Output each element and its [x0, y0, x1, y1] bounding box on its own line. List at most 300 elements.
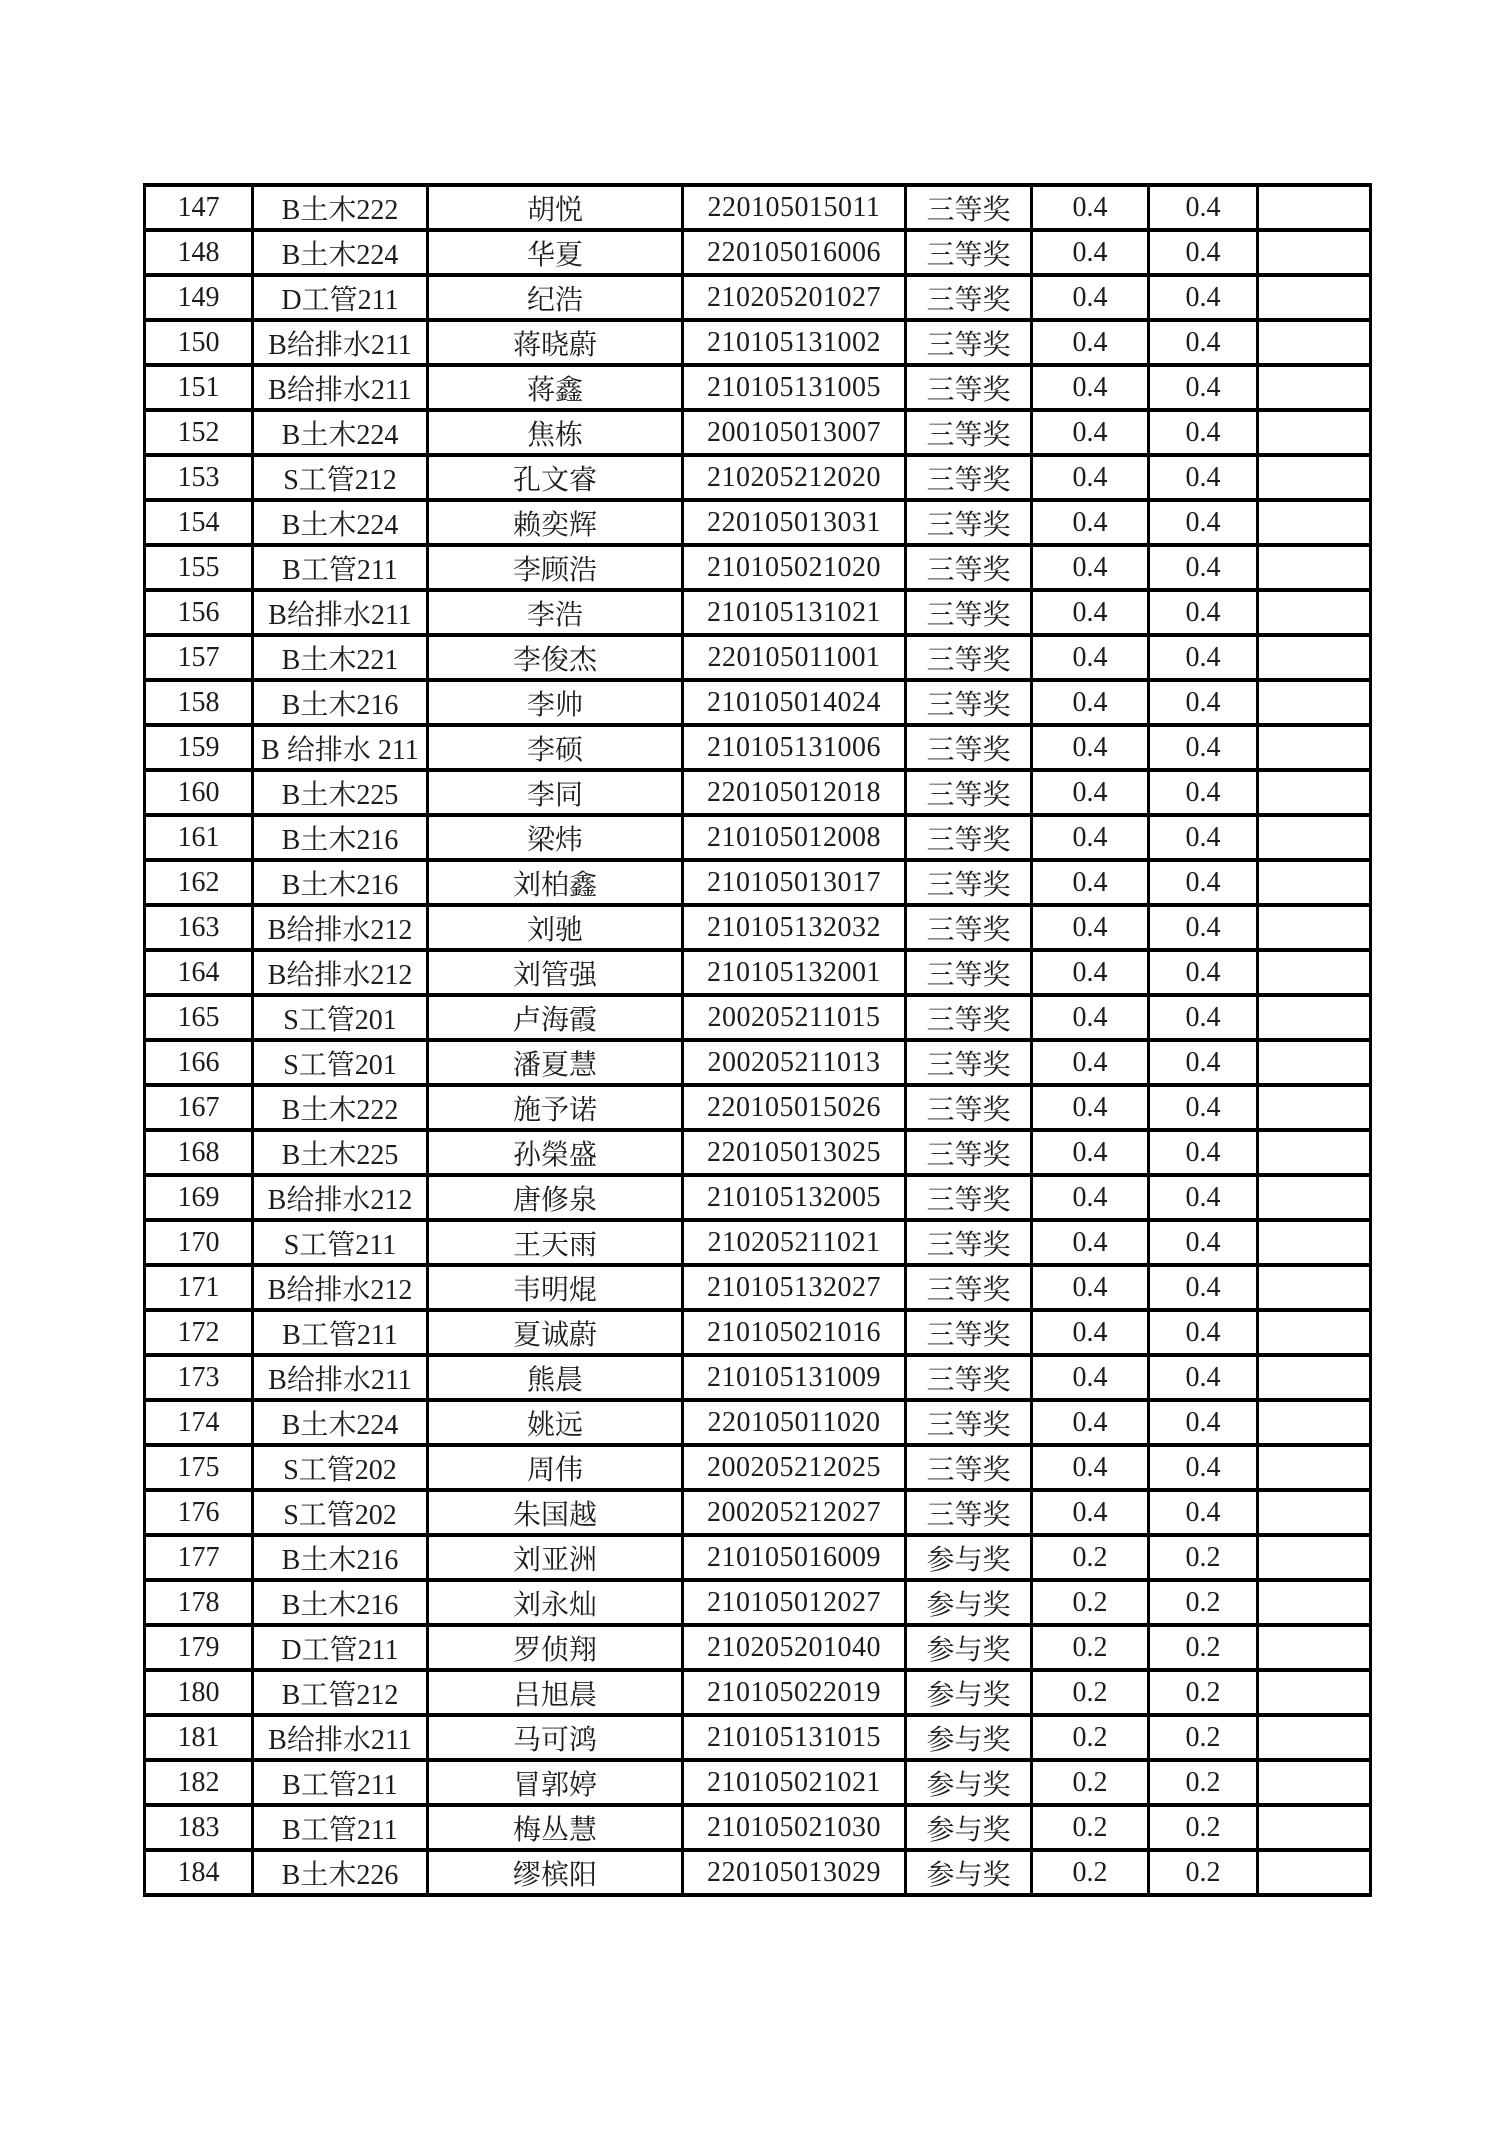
cell-name: 周伟: [428, 1445, 683, 1490]
cell-award: 参与奖: [906, 1715, 1032, 1760]
cell-id: 210105131002: [683, 320, 906, 365]
cell-no: 149: [145, 275, 253, 320]
cell-score2: 0.4: [1149, 275, 1258, 320]
cell-award: 三等奖: [906, 1400, 1032, 1445]
cell-score2: 0.4: [1149, 995, 1258, 1040]
cell-score1: 0.4: [1032, 815, 1149, 860]
cell-id: 220105013031: [683, 500, 906, 545]
cell-name: 王天雨: [428, 1220, 683, 1265]
cell-no: 157: [145, 635, 253, 680]
cell-name: 刘驰: [428, 905, 683, 950]
cell-name: 李帅: [428, 680, 683, 725]
cell-score2: 0.4: [1149, 230, 1258, 275]
cell-score1: 0.4: [1032, 1400, 1149, 1445]
table-row: [145, 1490, 1371, 1535]
cell-id: 210105132032: [683, 905, 906, 950]
cell-class: B工管212: [253, 1670, 428, 1715]
cell-blank: [1258, 590, 1371, 635]
cell-no: 163: [145, 905, 253, 950]
cell-score2: 0.4: [1149, 185, 1258, 230]
cell-id: 220105011020: [683, 1400, 906, 1445]
cell-no: 164: [145, 950, 253, 995]
cell-award: 三等奖: [906, 1355, 1032, 1400]
cell-name: 缪槟阳: [428, 1850, 683, 1895]
cell-award: 三等奖: [906, 230, 1032, 275]
cell-class: B工管211: [253, 545, 428, 590]
cell-score2: 0.4: [1149, 1130, 1258, 1175]
cell-award: 三等奖: [906, 320, 1032, 365]
cell-class: B给排水211: [253, 320, 428, 365]
cell-name: 马可鸿: [428, 1715, 683, 1760]
cell-award: 三等奖: [906, 410, 1032, 455]
cell-class: S工管212: [253, 455, 428, 500]
cell-award: 参与奖: [906, 1850, 1032, 1895]
cell-name: 李同: [428, 770, 683, 815]
cell-name: 孙榮盛: [428, 1130, 683, 1175]
cell-id: 220105011001: [683, 635, 906, 680]
table-row: [145, 1715, 1371, 1760]
cell-score2: 0.2: [1149, 1715, 1258, 1760]
cell-blank: [1258, 1715, 1371, 1760]
cell-no: 182: [145, 1760, 253, 1805]
cell-id: 220105016006: [683, 230, 906, 275]
cell-blank: [1258, 1355, 1371, 1400]
cell-id: 210205201027: [683, 275, 906, 320]
cell-no: 154: [145, 500, 253, 545]
cell-score2: 0.4: [1149, 950, 1258, 995]
cell-name: 李顾浩: [428, 545, 683, 590]
cell-name: 李俊杰: [428, 635, 683, 680]
cell-score2: 0.4: [1149, 365, 1258, 410]
cell-id: 220105015026: [683, 1085, 906, 1130]
cell-class: B土木216: [253, 1580, 428, 1625]
cell-no: 152: [145, 410, 253, 455]
cell-score1: 0.4: [1032, 635, 1149, 680]
cell-name: 华夏: [428, 230, 683, 275]
cell-blank: [1258, 1220, 1371, 1265]
cell-blank: [1258, 1850, 1371, 1895]
table-row: [145, 770, 1371, 815]
cell-no: 179: [145, 1625, 253, 1670]
cell-score2: 0.4: [1149, 1310, 1258, 1355]
cell-blank: [1258, 1400, 1371, 1445]
cell-name: 梁炜: [428, 815, 683, 860]
cell-award: 三等奖: [906, 1265, 1032, 1310]
cell-class: B给排水212: [253, 1265, 428, 1310]
cell-blank: [1258, 770, 1371, 815]
table-row: [145, 275, 1371, 320]
cell-score1: 0.4: [1032, 275, 1149, 320]
cell-no: 159: [145, 725, 253, 770]
table-row: [145, 410, 1371, 455]
cell-no: 176: [145, 1490, 253, 1535]
table-row: [145, 1175, 1371, 1220]
cell-blank: [1258, 725, 1371, 770]
cell-class: B土木224: [253, 500, 428, 545]
cell-id: 210105016009: [683, 1535, 906, 1580]
cell-class: S工管211: [253, 1220, 428, 1265]
cell-blank: [1258, 1625, 1371, 1670]
cell-score2: 0.4: [1149, 455, 1258, 500]
cell-name: 罗侦翔: [428, 1625, 683, 1670]
cell-score2: 0.4: [1149, 320, 1258, 365]
cell-score1: 0.4: [1032, 185, 1149, 230]
cell-award: 三等奖: [906, 365, 1032, 410]
cell-id: 210105132001: [683, 950, 906, 995]
cell-blank: [1258, 635, 1371, 680]
award-table-body: [145, 185, 1371, 1895]
cell-name: 赖奕辉: [428, 500, 683, 545]
cell-blank: [1258, 1580, 1371, 1625]
cell-class: B给排水211: [253, 1355, 428, 1400]
cell-id: 210105131005: [683, 365, 906, 410]
cell-name: 李硕: [428, 725, 683, 770]
cell-class: B土木224: [253, 1400, 428, 1445]
cell-award: 参与奖: [906, 1625, 1032, 1670]
cell-award: 三等奖: [906, 455, 1032, 500]
cell-id: 210105131015: [683, 1715, 906, 1760]
cell-no: 161: [145, 815, 253, 860]
cell-no: 168: [145, 1130, 253, 1175]
cell-score1: 0.4: [1032, 950, 1149, 995]
cell-no: 170: [145, 1220, 253, 1265]
table-row: [145, 1130, 1371, 1175]
cell-award: 三等奖: [906, 1445, 1032, 1490]
table-row: [145, 185, 1371, 230]
cell-score1: 0.4: [1032, 230, 1149, 275]
cell-score2: 0.4: [1149, 1445, 1258, 1490]
cell-class: B土木216: [253, 860, 428, 905]
cell-name: 孔文睿: [428, 455, 683, 500]
cell-class: B土木216: [253, 680, 428, 725]
cell-score1: 0.4: [1032, 590, 1149, 635]
cell-id: 210205212020: [683, 455, 906, 500]
table-row: [145, 1085, 1371, 1130]
cell-class: B土木221: [253, 635, 428, 680]
cell-name: 吕旭晨: [428, 1670, 683, 1715]
cell-award: 三等奖: [906, 1175, 1032, 1220]
cell-id: 210105131006: [683, 725, 906, 770]
cell-score1: 0.2: [1032, 1760, 1149, 1805]
cell-blank: [1258, 1265, 1371, 1310]
cell-blank: [1258, 815, 1371, 860]
cell-score1: 0.4: [1032, 1355, 1149, 1400]
cell-score2: 0.4: [1149, 860, 1258, 905]
cell-no: 180: [145, 1670, 253, 1715]
cell-score1: 0.4: [1032, 1130, 1149, 1175]
cell-class: B工管211: [253, 1760, 428, 1805]
cell-award: 三等奖: [906, 545, 1032, 590]
cell-blank: [1258, 545, 1371, 590]
cell-class: B土木226: [253, 1850, 428, 1895]
cell-class: S工管202: [253, 1490, 428, 1535]
cell-award: 参与奖: [906, 1535, 1032, 1580]
cell-id: 220105013029: [683, 1850, 906, 1895]
cell-score2: 0.2: [1149, 1580, 1258, 1625]
cell-score1: 0.4: [1032, 1265, 1149, 1310]
cell-id: 210105021021: [683, 1760, 906, 1805]
cell-class: S工管202: [253, 1445, 428, 1490]
cell-blank: [1258, 455, 1371, 500]
table-row: [145, 1535, 1371, 1580]
cell-name: 熊晨: [428, 1355, 683, 1400]
table-row: [145, 500, 1371, 545]
cell-id: 220105015011: [683, 185, 906, 230]
table-row: [145, 1400, 1371, 1445]
cell-id: 210105012027: [683, 1580, 906, 1625]
table-row: [145, 635, 1371, 680]
cell-id: 200105013007: [683, 410, 906, 455]
cell-class: B给排水212: [253, 950, 428, 995]
cell-score1: 0.2: [1032, 1625, 1149, 1670]
cell-score1: 0.2: [1032, 1850, 1149, 1895]
cell-name: 胡悦: [428, 185, 683, 230]
cell-score2: 0.4: [1149, 545, 1258, 590]
cell-score1: 0.2: [1032, 1535, 1149, 1580]
cell-id: 210205211021: [683, 1220, 906, 1265]
cell-score1: 0.2: [1032, 1805, 1149, 1850]
table-row: [145, 680, 1371, 725]
cell-class: D工管211: [253, 1625, 428, 1670]
cell-award: 参与奖: [906, 1805, 1032, 1850]
cell-award: 三等奖: [906, 815, 1032, 860]
cell-score2: 0.4: [1149, 500, 1258, 545]
table-row: [145, 1805, 1371, 1850]
cell-no: 153: [145, 455, 253, 500]
cell-award: 三等奖: [906, 635, 1032, 680]
cell-blank: [1258, 1805, 1371, 1850]
cell-score2: 0.4: [1149, 905, 1258, 950]
cell-no: 158: [145, 680, 253, 725]
cell-score1: 0.4: [1032, 1175, 1149, 1220]
cell-no: 147: [145, 185, 253, 230]
cell-award: 三等奖: [906, 860, 1032, 905]
cell-id: 210105132005: [683, 1175, 906, 1220]
table-row: [145, 455, 1371, 500]
cell-id: 210105131009: [683, 1355, 906, 1400]
cell-score1: 0.4: [1032, 500, 1149, 545]
cell-name: 梅丛慧: [428, 1805, 683, 1850]
cell-name: 卢海霞: [428, 995, 683, 1040]
cell-class: B土木222: [253, 1085, 428, 1130]
table-row: [145, 1625, 1371, 1670]
cell-no: 166: [145, 1040, 253, 1085]
table-row: [145, 1850, 1371, 1895]
cell-score1: 0.4: [1032, 1310, 1149, 1355]
cell-score2: 0.2: [1149, 1805, 1258, 1850]
cell-no: 183: [145, 1805, 253, 1850]
cell-no: 162: [145, 860, 253, 905]
cell-score2: 0.4: [1149, 590, 1258, 635]
cell-award: 三等奖: [906, 1220, 1032, 1265]
cell-score1: 0.4: [1032, 995, 1149, 1040]
cell-score2: 0.4: [1149, 725, 1258, 770]
cell-award: 参与奖: [906, 1580, 1032, 1625]
cell-blank: [1258, 1130, 1371, 1175]
cell-award: 三等奖: [906, 770, 1032, 815]
cell-award: 三等奖: [906, 1130, 1032, 1175]
cell-no: 155: [145, 545, 253, 590]
cell-award: 三等奖: [906, 590, 1032, 635]
cell-score2: 0.2: [1149, 1850, 1258, 1895]
table-row: [145, 1760, 1371, 1805]
cell-blank: [1258, 1445, 1371, 1490]
cell-name: 纪浩: [428, 275, 683, 320]
cell-no: 167: [145, 1085, 253, 1130]
cell-score1: 0.4: [1032, 680, 1149, 725]
cell-no: 177: [145, 1535, 253, 1580]
cell-class: B土木216: [253, 815, 428, 860]
cell-blank: [1258, 185, 1371, 230]
cell-blank: [1258, 410, 1371, 455]
table-row: [145, 995, 1371, 1040]
cell-no: 160: [145, 770, 253, 815]
cell-no: 165: [145, 995, 253, 1040]
cell-blank: [1258, 680, 1371, 725]
cell-no: 181: [145, 1715, 253, 1760]
cell-score1: 0.4: [1032, 725, 1149, 770]
cell-name: 刘管强: [428, 950, 683, 995]
cell-award: 三等奖: [906, 1310, 1032, 1355]
cell-score2: 0.4: [1149, 770, 1258, 815]
cell-score1: 0.4: [1032, 860, 1149, 905]
table-row: [145, 1310, 1371, 1355]
cell-score1: 0.4: [1032, 365, 1149, 410]
cell-score1: 0.2: [1032, 1670, 1149, 1715]
cell-score2: 0.4: [1149, 1175, 1258, 1220]
cell-score1: 0.4: [1032, 1445, 1149, 1490]
table-row: [145, 860, 1371, 905]
cell-name: 潘夏慧: [428, 1040, 683, 1085]
cell-score1: 0.4: [1032, 905, 1149, 950]
cell-score1: 0.4: [1032, 770, 1149, 815]
cell-class: B 给排水 211: [253, 725, 428, 770]
table-row: [145, 320, 1371, 365]
cell-name: 唐修泉: [428, 1175, 683, 1220]
cell-blank: [1258, 1040, 1371, 1085]
cell-blank: [1258, 860, 1371, 905]
cell-id: 200205212025: [683, 1445, 906, 1490]
table-row: [145, 1445, 1371, 1490]
cell-blank: [1258, 1310, 1371, 1355]
cell-name: 韦明焜: [428, 1265, 683, 1310]
cell-id: 210105014024: [683, 680, 906, 725]
cell-name: 夏诚蔚: [428, 1310, 683, 1355]
cell-class: B给排水211: [253, 365, 428, 410]
cell-name: 李浩: [428, 590, 683, 635]
cell-class: B土木225: [253, 1130, 428, 1175]
cell-no: 175: [145, 1445, 253, 1490]
cell-score2: 0.4: [1149, 410, 1258, 455]
cell-class: B土木216: [253, 1535, 428, 1580]
cell-score2: 0.4: [1149, 1265, 1258, 1310]
cell-class: B给排水211: [253, 1715, 428, 1760]
cell-no: 172: [145, 1310, 253, 1355]
cell-no: 174: [145, 1400, 253, 1445]
cell-score2: 0.2: [1149, 1625, 1258, 1670]
cell-score1: 0.4: [1032, 1490, 1149, 1535]
table-row: [145, 1670, 1371, 1715]
cell-name: 冒郭婷: [428, 1760, 683, 1805]
cell-award: 参与奖: [906, 1670, 1032, 1715]
cell-score2: 0.4: [1149, 1085, 1258, 1130]
cell-award: 三等奖: [906, 950, 1032, 995]
cell-id: 210105131021: [683, 590, 906, 635]
cell-score1: 0.4: [1032, 1085, 1149, 1130]
cell-name: 刘柏鑫: [428, 860, 683, 905]
cell-award: 三等奖: [906, 500, 1032, 545]
cell-score1: 0.4: [1032, 545, 1149, 590]
cell-blank: [1258, 905, 1371, 950]
cell-no: 184: [145, 1850, 253, 1895]
cell-no: 178: [145, 1580, 253, 1625]
cell-no: 148: [145, 230, 253, 275]
cell-id: 210105132027: [683, 1265, 906, 1310]
cell-class: B工管211: [253, 1805, 428, 1850]
cell-blank: [1258, 995, 1371, 1040]
cell-id: 220105013025: [683, 1130, 906, 1175]
cell-blank: [1258, 320, 1371, 365]
cell-score1: 0.4: [1032, 455, 1149, 500]
cell-id: 220105012018: [683, 770, 906, 815]
cell-class: B土木222: [253, 185, 428, 230]
cell-blank: [1258, 275, 1371, 320]
cell-no: 150: [145, 320, 253, 365]
cell-name: 刘亚洲: [428, 1535, 683, 1580]
cell-class: S工管201: [253, 1040, 428, 1085]
cell-score1: 0.2: [1032, 1580, 1149, 1625]
cell-blank: [1258, 1535, 1371, 1580]
cell-blank: [1258, 365, 1371, 410]
cell-name: 姚远: [428, 1400, 683, 1445]
cell-no: 156: [145, 590, 253, 635]
cell-blank: [1258, 1490, 1371, 1535]
cell-no: 173: [145, 1355, 253, 1400]
cell-score2: 0.4: [1149, 1040, 1258, 1085]
cell-award: 三等奖: [906, 1490, 1032, 1535]
cell-class: B土木225: [253, 770, 428, 815]
cell-score1: 0.4: [1032, 1220, 1149, 1265]
cell-no: 171: [145, 1265, 253, 1310]
cell-name: 刘永灿: [428, 1580, 683, 1625]
cell-award: 三等奖: [906, 995, 1032, 1040]
cell-id: 210105021016: [683, 1310, 906, 1355]
table-row: [145, 905, 1371, 950]
table-row: [145, 365, 1371, 410]
cell-id: 210105012008: [683, 815, 906, 860]
cell-score1: 0.4: [1032, 320, 1149, 365]
cell-id: 210105021030: [683, 1805, 906, 1850]
cell-blank: [1258, 1670, 1371, 1715]
cell-class: B土木224: [253, 230, 428, 275]
cell-award: 三等奖: [906, 185, 1032, 230]
table-row: [145, 230, 1371, 275]
cell-score2: 0.2: [1149, 1535, 1258, 1580]
cell-award: 参与奖: [906, 1760, 1032, 1805]
cell-blank: [1258, 1085, 1371, 1130]
cell-score2: 0.4: [1149, 680, 1258, 725]
table-row: [145, 1220, 1371, 1265]
cell-id: 200205211013: [683, 1040, 906, 1085]
table-row: [145, 1355, 1371, 1400]
cell-class: B给排水212: [253, 905, 428, 950]
cell-id: 210205201040: [683, 1625, 906, 1670]
cell-blank: [1258, 1760, 1371, 1805]
cell-score2: 0.4: [1149, 1220, 1258, 1265]
cell-award: 三等奖: [906, 725, 1032, 770]
cell-score2: 0.4: [1149, 1400, 1258, 1445]
cell-no: 151: [145, 365, 253, 410]
